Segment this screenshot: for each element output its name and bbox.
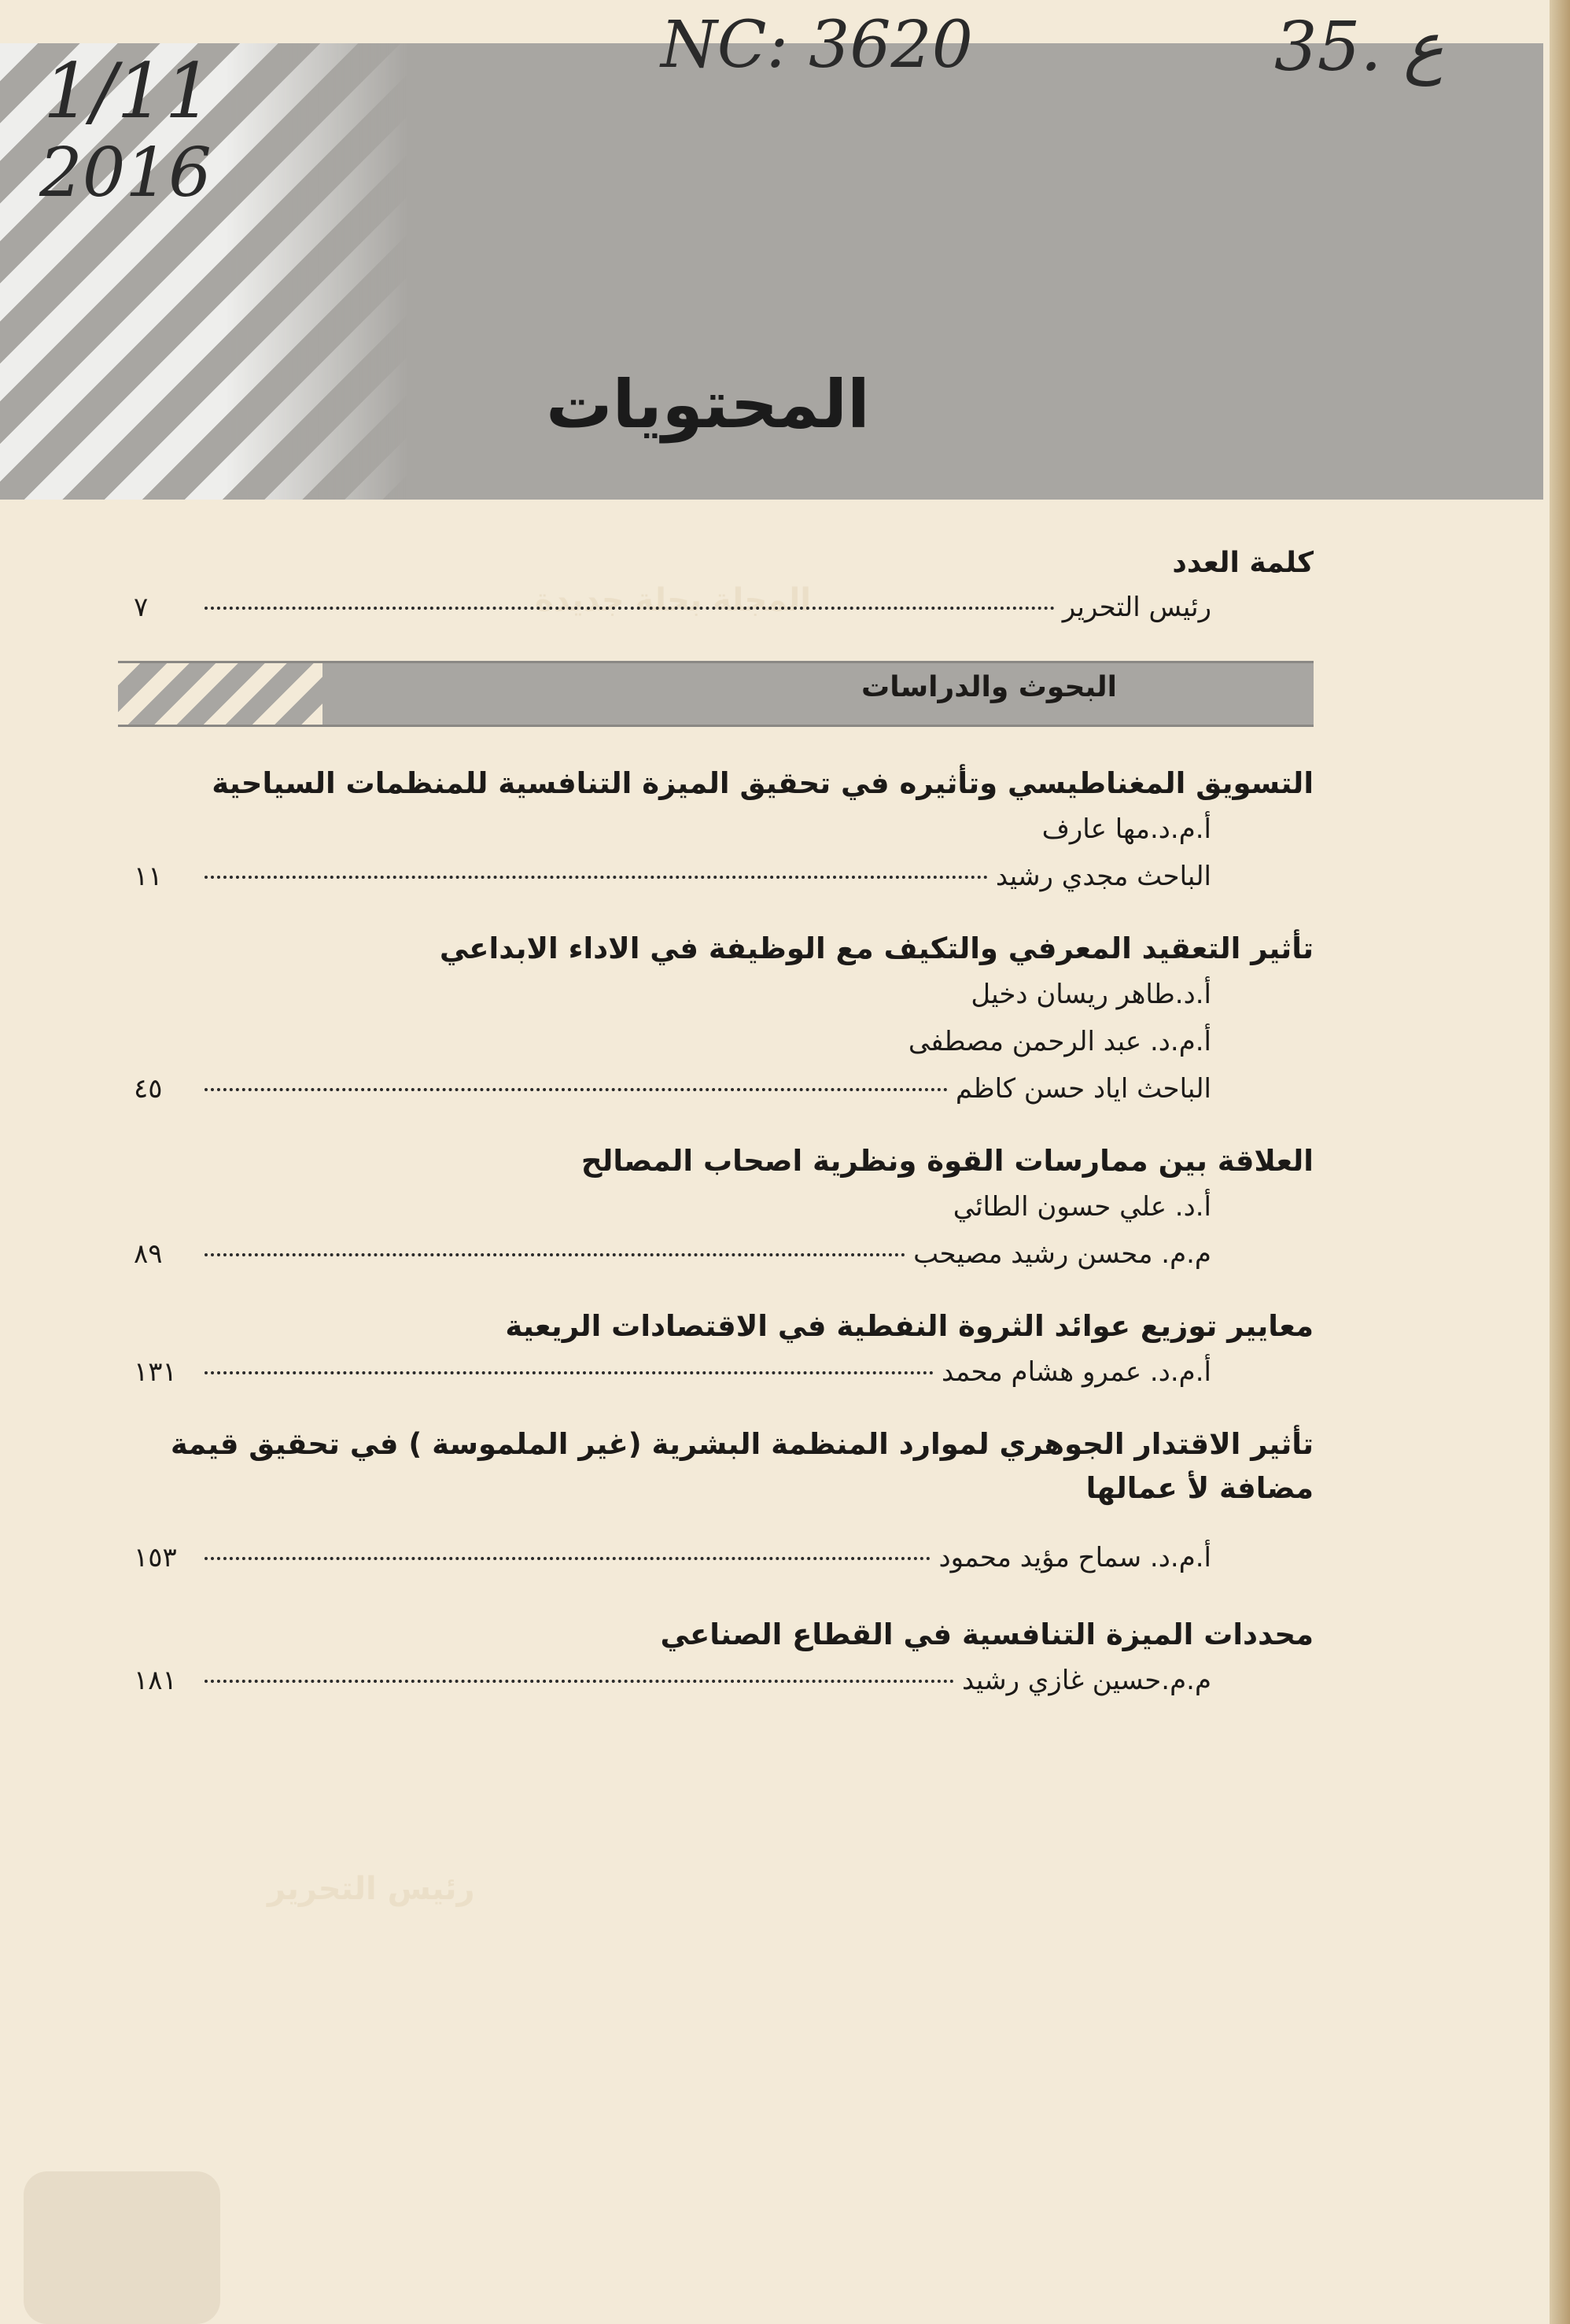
toc-line (118, 1348, 1314, 1396)
page-number: ١٥٣ (134, 1542, 177, 1573)
page-number: ٤٥ (134, 1073, 163, 1105)
article-title: تأثير التعقيد المعرفي والتكيف مع الوظيفة في الاداء الابداعي (439, 931, 1314, 965)
issue-word-entry (118, 543, 1314, 631)
page-number: ٧ (134, 592, 149, 623)
dot-leader (205, 876, 988, 879)
article-title: العلاقة بين ممارسات القوة ونظرية اصحاب المصالح (580, 1144, 1314, 1178)
author-name: الباحث اياد حسن كاظم (955, 1073, 1211, 1105)
page-number: ٨٩ (134, 1238, 163, 1270)
dot-leader (205, 1088, 948, 1091)
author-line (118, 806, 1314, 853)
author-name: أ.م.د. عمرو هشام محمد (942, 1356, 1211, 1388)
article-title: التسويق المغناطيسي وتأثيره في تحقيق الميزة التنافسية للمنظمات السياحية (212, 766, 1314, 800)
toc-entry (118, 1613, 1314, 1704)
author-line (118, 1183, 1314, 1230)
bleed-through-heading: المجلة بحلة جديدة (535, 582, 811, 618)
handwritten-reference: 35. ع (1274, 8, 1444, 87)
toc-line (118, 1065, 1314, 1112)
author-name: أ.م.د. سماح مؤيد محمود (938, 1542, 1211, 1573)
toc-line (118, 1230, 1314, 1278)
toc-entry (118, 1422, 1314, 1581)
author-name: أ.د. علي حسون الطائي (953, 1191, 1211, 1223)
toc-entry (118, 1304, 1314, 1396)
author-name: الباحث مجدي رشيد (995, 861, 1211, 892)
handwritten-year: 2016 (39, 134, 212, 212)
toc-line (118, 1534, 1314, 1581)
author-line (118, 971, 1314, 1018)
toc-entry (118, 762, 1314, 900)
header-band (0, 43, 1543, 500)
author-line (118, 1018, 1314, 1065)
dot-leader (205, 1680, 954, 1683)
dot-leader (205, 607, 1055, 610)
author-name: م.م. محسن رشيد مصيحب (913, 1238, 1211, 1270)
author-name: أ.د.طاهر ريسان دخيل (971, 979, 1211, 1010)
bleed-through-logo (24, 2171, 220, 2324)
article-title: محددات الميزة التنافسية في القطاع الصناعي (660, 1618, 1314, 1651)
issue-word-title: كلمة العدد (1172, 547, 1314, 579)
handwritten-date: 1/11 (43, 47, 213, 135)
page-title: المحتويات (546, 366, 870, 443)
bleed-through-signature: رئيس التحرير (267, 1871, 475, 1907)
article-title: معايير توزيع عوائد الثروة النفطية في الاقتصادات الريعية (505, 1309, 1314, 1343)
toc-line (118, 853, 1314, 900)
page-edge (1550, 0, 1570, 2324)
article-title: تأثير الاقتدار الجوهري لموارد المنظمة البشرية (غير الملموسة ) في تحقيق قيمة مضافة لأ عمالها (170, 1427, 1314, 1505)
toc-line (118, 1657, 1314, 1704)
toc-entry (118, 927, 1314, 1112)
issue-word-author: رئيس التحرير (1062, 592, 1211, 623)
toc-entry (118, 1139, 1314, 1278)
banner-stripes (118, 663, 322, 725)
author-name: م.م.حسين غازي رشيد (961, 1665, 1211, 1696)
table-of-contents (118, 543, 1314, 1731)
dot-leader (205, 1371, 934, 1374)
handwritten-catalog-code: NC: 3620 (661, 8, 973, 83)
author-name: أ.م.د. عبد الرحمن مصطفى (908, 1026, 1211, 1057)
author-name: أ.م.د.مها عارف (1041, 813, 1211, 845)
dot-leader (205, 1557, 931, 1560)
dot-leader (205, 1253, 905, 1256)
toc-line (118, 584, 1314, 631)
page-number: ١٨١ (134, 1665, 177, 1696)
section-banner (118, 661, 1314, 727)
page-number: ١١ (134, 861, 163, 892)
page-number: ١٣١ (134, 1356, 177, 1388)
section-banner-label: البحوث والدراسات (861, 671, 1117, 703)
